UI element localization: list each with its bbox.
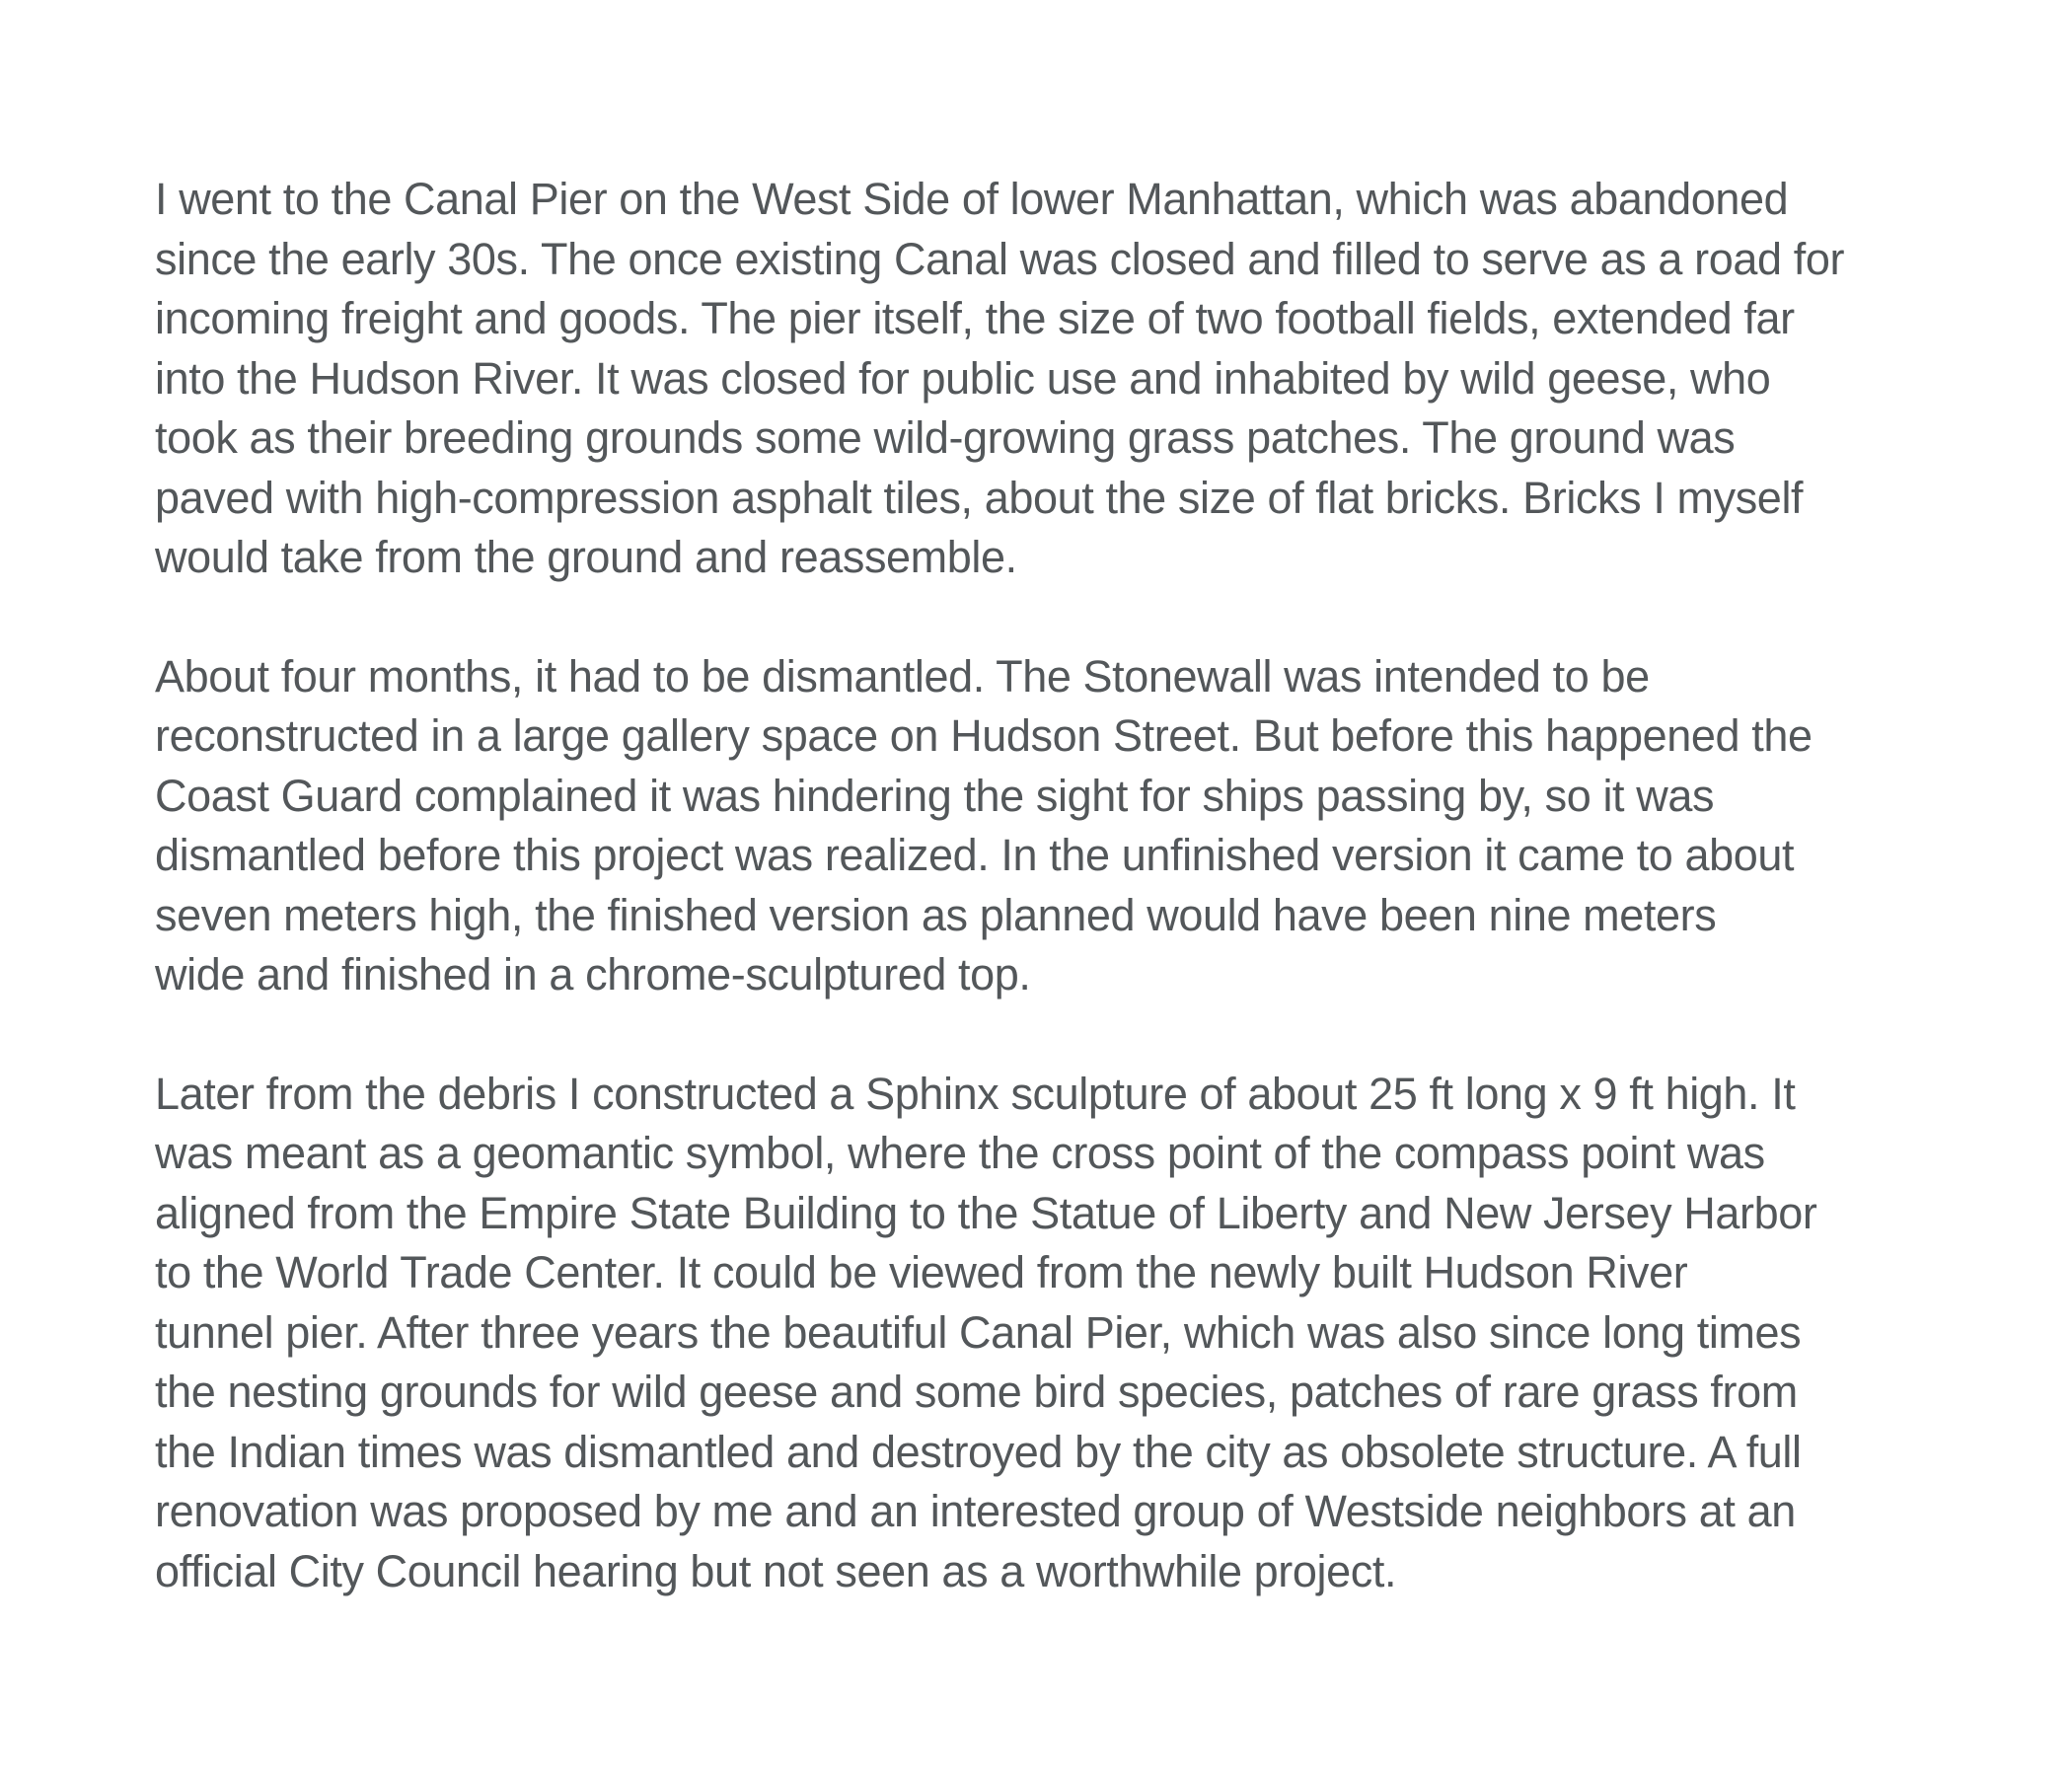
text-line: tunnel pier. After three years the beautiful Canal Pier, which was also since long times <box>155 1306 1802 1358</box>
text-line: the nesting grounds for wild geese and some bird species, patches of rare grass from <box>155 1367 1798 1417</box>
text-line: Later from the debris I constructed a Sphinx sculpture of about 25 ft long x 9 ft high. It <box>155 1068 1796 1119</box>
text-line: paved with high-compression asphalt tiles, about the size of flat bricks. Bricks I myself <box>155 472 1804 523</box>
paragraph-sphinx <box>155 1065 1931 1602</box>
body-text <box>155 170 1931 1601</box>
text-line: I went to the Canal Pier on the West Side of lower Manhattan, which was abandoned <box>155 174 1789 224</box>
text-line: dismantled before this project was realized. In the unfinished version it came to about <box>155 830 1795 880</box>
text-line: Coast Guard complained it was hindering the sight for ships passing by, so it was <box>155 770 1715 821</box>
text-line: About four months, it had to be dismantled. The Stonewall was intended to be <box>155 650 1650 702</box>
text-line: took as their breeding grounds some wild-growing grass patches. The ground was <box>155 412 1736 463</box>
text-line: wide and finished in a chrome-sculptured top. <box>155 949 1031 999</box>
text-line: seven meters high, the finished version as planned would have been nine meters <box>155 889 1717 940</box>
text-line: into the Hudson River. It was closed for public use and inhabited by wild geese, who <box>155 352 1771 404</box>
text-line: to the World Trade Center. It could be viewed from the newly built Hudson River <box>155 1247 1688 1297</box>
text-line: would take from the ground and reassemble. <box>155 532 1017 582</box>
text-line: renovation was proposed by me and an interested group of Westside neighbors at an <box>155 1486 1796 1536</box>
text-line: since the early 30s. The once existing Canal was closed and filled to serve as a road for <box>155 233 1845 284</box>
paragraph-canal-pier <box>155 170 1931 588</box>
text-line: the Indian times was dismantled and destroyed by the city as obsolete structure. A full <box>155 1426 1802 1477</box>
text-line: official City Council hearing but not seen as a worthwhile project. <box>155 1545 1397 1596</box>
paragraph-stonewall <box>155 647 1931 1005</box>
text-line: reconstructed in a large gallery space on Hudson Street. But before this happened the <box>155 710 1813 761</box>
text-line: incoming freight and goods. The pier itself, the size of two football fields, extended far <box>155 293 1795 343</box>
text-line: was meant as a geomantic symbol, where the cross point of the compass point was <box>155 1128 1765 1178</box>
text-line: aligned from the Empire State Building to the Statue of Liberty and New Jersey Harbor <box>155 1187 1817 1238</box>
